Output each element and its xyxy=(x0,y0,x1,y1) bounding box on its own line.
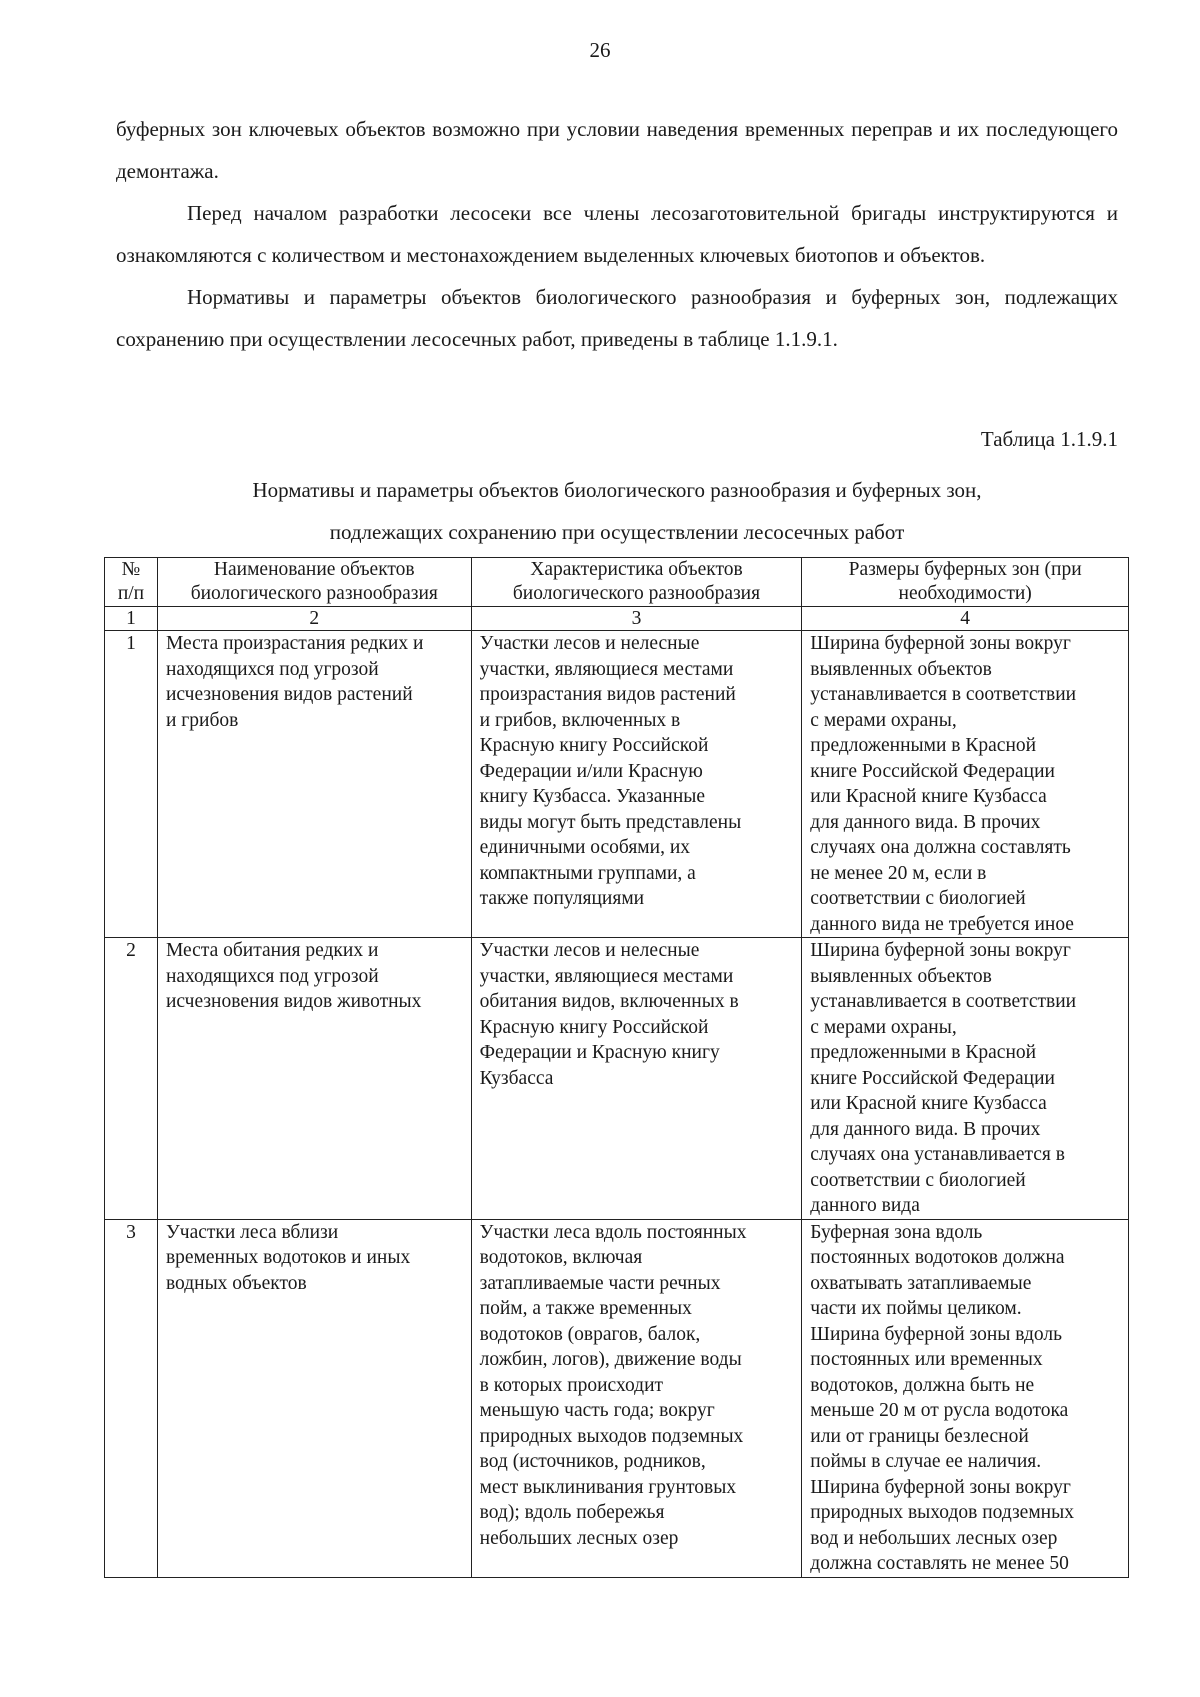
column-number: 2 xyxy=(157,607,471,631)
row-characteristic: Участки леса вдоль постоянных водотоков, включая затапливаемые части речных пойм, а также временных водотоков (оврагов, балок, ложбин, логов), движение воды в которых происходит меньшую часть года; вокруг природных выходов подземных вод (источников, родников, мест выклинивания грунтовых вод); вдоль побережья небольших лесных озер xyxy=(471,1219,802,1577)
paragraph-continuation: буферных зон ключевых объектов возможно при условии наведения временных переправ и их последующего демонтажа. xyxy=(116,117,1118,183)
table-row xyxy=(105,631,1129,938)
row-number: 2 xyxy=(105,938,158,1220)
table-label: Таблица 1.1.9.1 xyxy=(980,427,1118,451)
row-characteristic: Участки лесов и нелесные участки, являющиеся местами обитания видов, включенных в Красную книгу Российской Федерации и Красную книгу Кузбасса xyxy=(471,938,802,1220)
paragraph-norms: Нормативы и параметры объектов биологического разнообразия и буферных зон, подлежащих сохранению при осуществлении лесосечных работ, приведены в таблице 1.1.9.1. xyxy=(116,285,1118,351)
header-characteristic: Характеристика объектов биологического разнообразия xyxy=(471,558,802,607)
row-characteristic: Участки лесов и нелесные участки, являющиеся местами произрастания видов растений и грибов, включенных в Красную книгу Российской Федерации и/или Красную книгу Кузбасса. Указанные виды могут быть представлены единичными особями, их компактными группами, а также популяциями xyxy=(471,631,802,938)
biodiversity-table xyxy=(104,557,1129,1578)
column-number: 1 xyxy=(105,607,158,631)
table-row xyxy=(105,938,1129,1220)
table-row xyxy=(105,1219,1129,1577)
row-object-name: Участки леса вблизи временных водотоков и иных водных объектов xyxy=(157,1219,471,1577)
paragraph-instruction: Перед началом разработки лесосеки все члены лесозаготовительной бригады инструктируются и ознакомляются с количеством и местонахождением выделенных ключевых биотопов и объектов. xyxy=(116,201,1118,267)
page-number: 26 xyxy=(589,38,611,62)
row-buffer-size: Ширина буферной зоны вокруг выявленных объектов устанавливается в соответствии с мерами охраны, предложенными в Красной книге Российской Федерации или Красной книге Кузбасса для данного вида. В прочих случаях она устанавливается в соответствии с биологией данного вида xyxy=(802,938,1129,1220)
table-title xyxy=(116,469,1118,553)
row-object-name: Места обитания редких и находящихся под угрозой исчезновения видов животных xyxy=(157,938,471,1220)
table-title-line-1: Нормативы и параметры объектов биологического разнообразия и буферных зон, xyxy=(252,478,982,502)
table-header-row xyxy=(105,558,1129,607)
row-number: 3 xyxy=(105,1219,158,1577)
column-number: 3 xyxy=(471,607,802,631)
header-object-name: Наименование объектов биологического разнообразия xyxy=(157,558,471,607)
row-object-name: Места произрастания редких и находящихся под угрозой исчезновения видов растений и грибов xyxy=(157,631,471,938)
row-buffer-size: Ширина буферной зоны вокруг выявленных объектов устанавливается в соответствии с мерами охраны, предложенными в Красной книге Российской Федерации или Красной книге Кузбасса для данного вида. В прочих случаях она должна составлять не менее 20 м, если в соответствии с биологией данного вида не требуется иное xyxy=(802,631,1129,938)
row-buffer-size: Буферная зона вдоль постоянных водотоков должна охватывать затапливаемые части их поймы целиком. Ширина буферной зоны вдоль постоянных или временных водотоков, должна быть не меньше 20 м от русла водотока или от границы безлесной поймы в случае ее наличия. Ширина буферной зоны вокруг природных выходов подземных вод и небольших лесных озер должна составлять не менее 50 xyxy=(802,1219,1129,1577)
row-number: 1 xyxy=(105,631,158,938)
table-title-line-2: подлежащих сохранению при осуществлении лесосечных работ xyxy=(329,520,905,544)
table-column-numbers-row xyxy=(105,607,1129,631)
header-buffer-size: Размеры буферных зон (при необходимости) xyxy=(802,558,1129,607)
column-number: 4 xyxy=(802,607,1129,631)
header-number: № п/п xyxy=(105,558,158,607)
body-text xyxy=(116,108,1118,360)
